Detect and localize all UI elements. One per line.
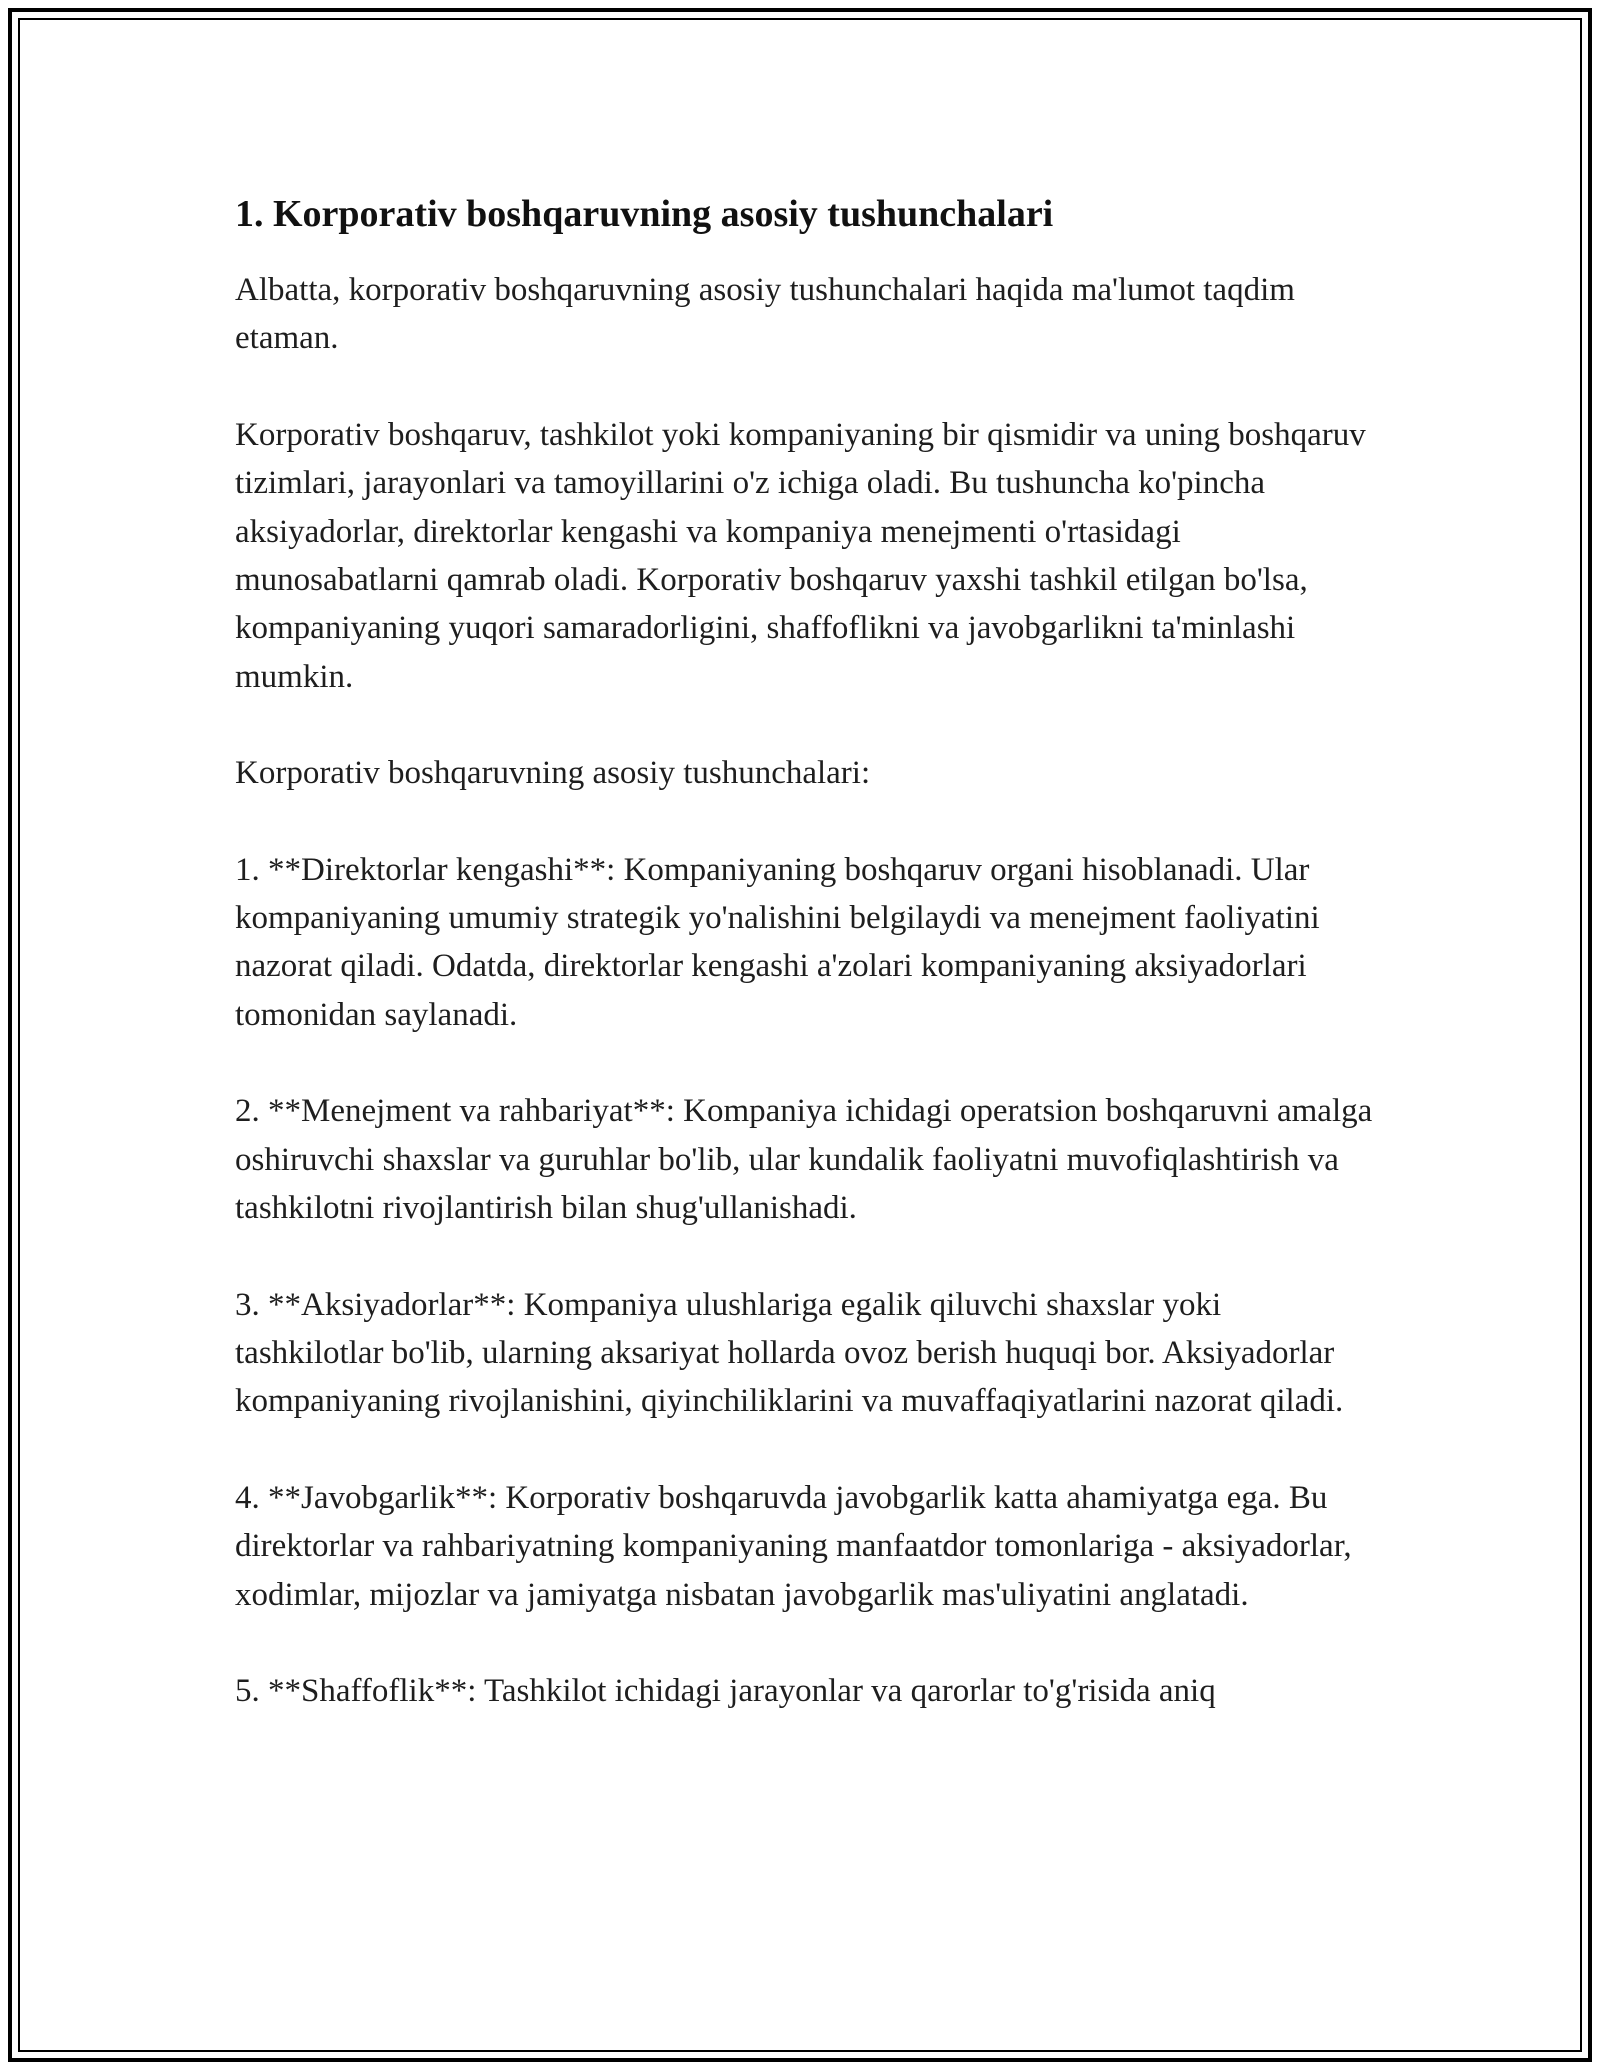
paragraph-intro: Albatta, korporativ boshqaruvning asosiy tushunchalari haqida ma'lumot taqdim etaman. xyxy=(235,272,1295,357)
document-title: 1. Korporativ boshqaruvning asosiy tushunchalari xyxy=(235,193,1054,235)
list-item-management: 2. **Menejment va rahbariyat**: Kompaniya ichidagi operatsion boshqaruvni amalga oshiruvchi shaxslar va guruhlar bo'lib, ular kundalik faoliyatni muvofiqlashtirish va tashkilotni rivojlantirish bilan shug'ullanishadi. xyxy=(235,1093,1373,1227)
paragraph-list-heading: Korporativ boshqaruvning asosiy tushunchalari: xyxy=(235,755,871,792)
list-item-directors-board: 1. **Direktorlar kengashi**: Kompaniyaning boshqaruv organi hisoblanadi. Ular kompaniyaning umumiy strategik yo'nalishini belgilaydi va menejment faoliyatini nazorat qiladi. Odatda, direktorlar kengashi a'zolari kompaniyaning aksiyadorlari tomonidan saylanadi. xyxy=(235,851,1320,1033)
list-item-transparency: 5. **Shaffoflik**: Tashkilot ichidagi jarayonlar va qarorlar to'g'risida aniq xyxy=(235,1672,1216,1709)
list-item-accountability: 4. **Javobgarlik**: Korporativ boshqaruvda javobgarlik katta ahamiyatga ega. Bu direktorlar va rahbariyatning kompaniyaning manfaatdor tomonlariga - aksiyadorlar, xodimlar, mijozlar va jamiyatga nisbatan javobgarlik mas'uliyatini anglatadi. xyxy=(235,1479,1352,1613)
document-body xyxy=(235,190,1375,1763)
paragraph-definition: Korporativ boshqaruv, tashkilot yoki kompaniyaning bir qismidir va uning boshqaruv tizimlari, jarayonlari va tamoyillarini o'z ichiga oladi. Bu tushuncha ko'pincha aksiyadorlar, direktorlar kengashi va kompaniya menejmenti o'rtasidagi munosabatlarni qamrab oladi. Korporativ boshqaruv yaxshi tashkil etilgan bo'lsa, kompaniyaning yuqori samaradorligini, shaffoflikni va javobgarlikni ta'minlashi mumkin. xyxy=(235,416,1366,695)
list-item-shareholders: 3. **Aksiyadorlar**: Kompaniya ulushlariga egalik qiluvchi shaxslar yoki tashkilotlar bo'lib, ularning aksariyat hollarda ovoz berish huquqi bor. Aksiyadorlar kompaniyaning rivojlanishini, qiyinchiliklarini va muvaffaqiyatlarini nazorat qiladi. xyxy=(235,1286,1344,1420)
